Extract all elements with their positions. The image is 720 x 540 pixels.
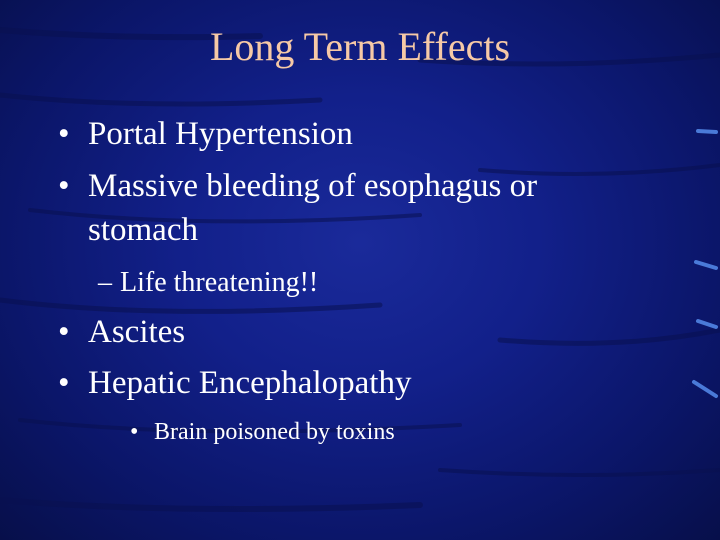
bullet-text: Portal Hypertension	[88, 116, 353, 152]
bullet-marker: •	[130, 419, 139, 445]
bullet-text: stomach	[88, 212, 198, 248]
bullet-text: Life threatening!!	[120, 267, 319, 298]
bullet-marker: •	[58, 365, 70, 401]
bullet-text: Massive bleeding of esophagus or	[88, 168, 538, 204]
slide-title: Long Term Effects	[209, 24, 511, 69]
bullet-marker: •	[58, 116, 70, 152]
bullet-text: Brain poisoned by toxins	[154, 419, 395, 445]
bullet-continuation	[88, 210, 198, 250]
bullet-text: Ascites	[88, 314, 186, 350]
bullet-text: Hepatic Encephalopathy	[88, 365, 412, 401]
bullet-marker: •	[58, 314, 70, 350]
bullet-marker: •	[58, 168, 70, 204]
dash-marker: –	[98, 267, 112, 298]
